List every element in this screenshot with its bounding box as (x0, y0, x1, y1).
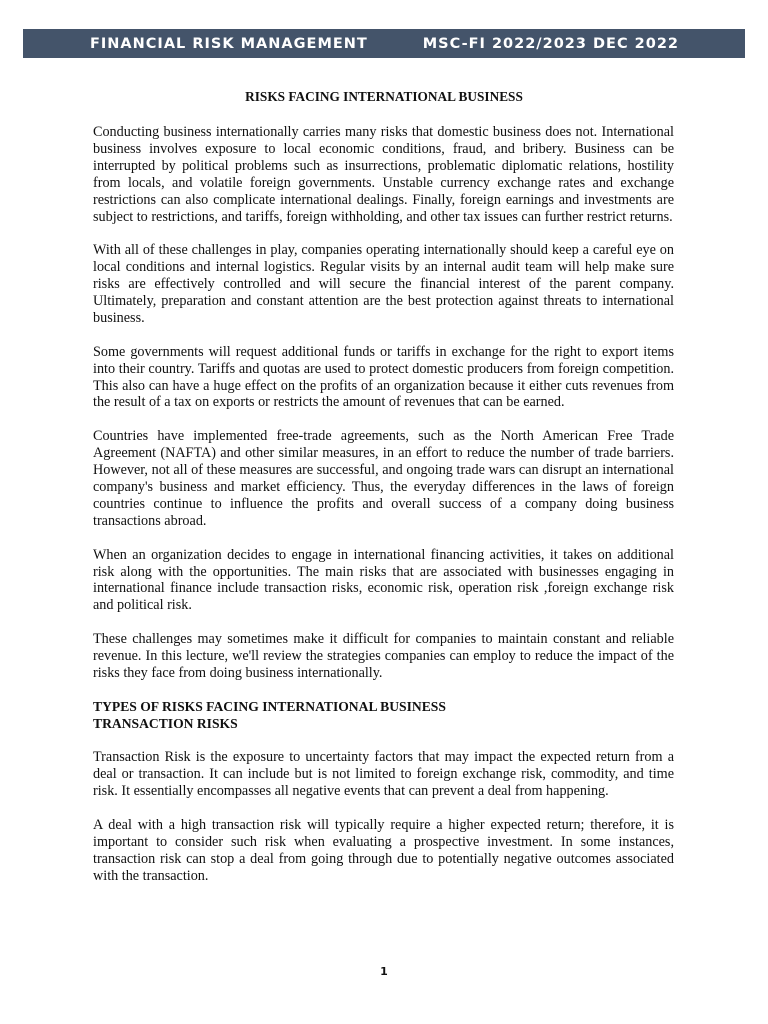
page-header-band (23, 29, 745, 58)
body-paragraph: With all of these challenges in play, companies operating internationally should keep a careful eye on local conditions and internal logistics. Regular visits by an internal audit team will help make sure risks are effectively controlled and will secure the financial interest of the parent company. Ultimately, preparation and constant attention are the best protection against threats to international business. (93, 242, 674, 326)
header-course-code: MSC-FI 2022/2023 DEC 2022 (422, 35, 679, 52)
document-body (93, 124, 674, 902)
body-paragraph: Some governments will request additional funds or tariffs in exchange for the right to export items into their country. Tariffs and quotas are used to protect domestic producers from foreign competition. This also can have a huge effect on the profits of an organization because it either cuts revenues from the result of a tax on exports or restricts the amount of revenues that can be earned. (93, 343, 674, 411)
document-title: RISKS FACING INTERNATIONAL BUSINESS (245, 89, 523, 104)
transaction-paragraph: Transaction Risk is the exposure to uncertainty factors that may impact the expected return from a deal or transaction. It can include but is not limited to foreign exchange risk, commodity, and time risk. It essentially encompasses all negative events that can prevent a deal from happening. (93, 749, 674, 800)
subsection-heading: TRANSACTION RISKS (93, 715, 238, 731)
section-heading: TYPES OF RISKS FACING INTERNATIONAL BUSINESS (93, 698, 446, 714)
transaction-paragraph: A deal with a high transaction risk will typically require a higher expected return; therefore, it is important to consider such risk when evaluating a prospective investment. In some instances, transaction risk can stop a deal from going through due to potentially negative outcomes associated with the transaction. (93, 817, 674, 884)
body-paragraph: Countries have implemented free-trade agreements, such as the North American Free Trade Agreement (NAFTA) and other similar measures, in an effort to reduce the number of trade barriers. However, not all of these measures are successful, and ongoing trade wars can disrupt an international company's business and market efficiency. Thus, the everyday differences in the laws of foreign countries continue to influence the profits and overall success of a company doing business transactions abroad. (93, 428, 674, 529)
body-paragraph: These challenges may sometimes make it difficult for companies to maintain constant and reliable revenue. In this lecture, we'll review the strategies companies can employ to reduce the impact of the risks they face from doing business internationally. (93, 631, 674, 681)
page-number: 1 (380, 965, 388, 978)
body-paragraph: Conducting business internationally carries many risks that domestic business does not. International business involves exposure to local economic conditions, fraud, and bribery. Business can be interrupted by political problems such as insurrections, problematic diplomatic relations, hostility from locals, and volatile foreign governments. Unstable currency exchange rates and exchange restrictions can also complicate international dealings. Finally, foreign earnings and investments are subject to restrictions, and tariffs, foreign withholding, and other tax issues can further restrict returns. (93, 124, 674, 225)
body-paragraph: When an organization decides to engage in international financing activities, it takes on additional risk along with the opportunities. The main risks that are associated with businesses engaging in international finance include transaction risks, economic risk, operation risk ,foreign exchange risk and political risk. (93, 546, 674, 614)
header-course-title: FINANCIAL RISK MANAGEMENT (90, 35, 368, 52)
